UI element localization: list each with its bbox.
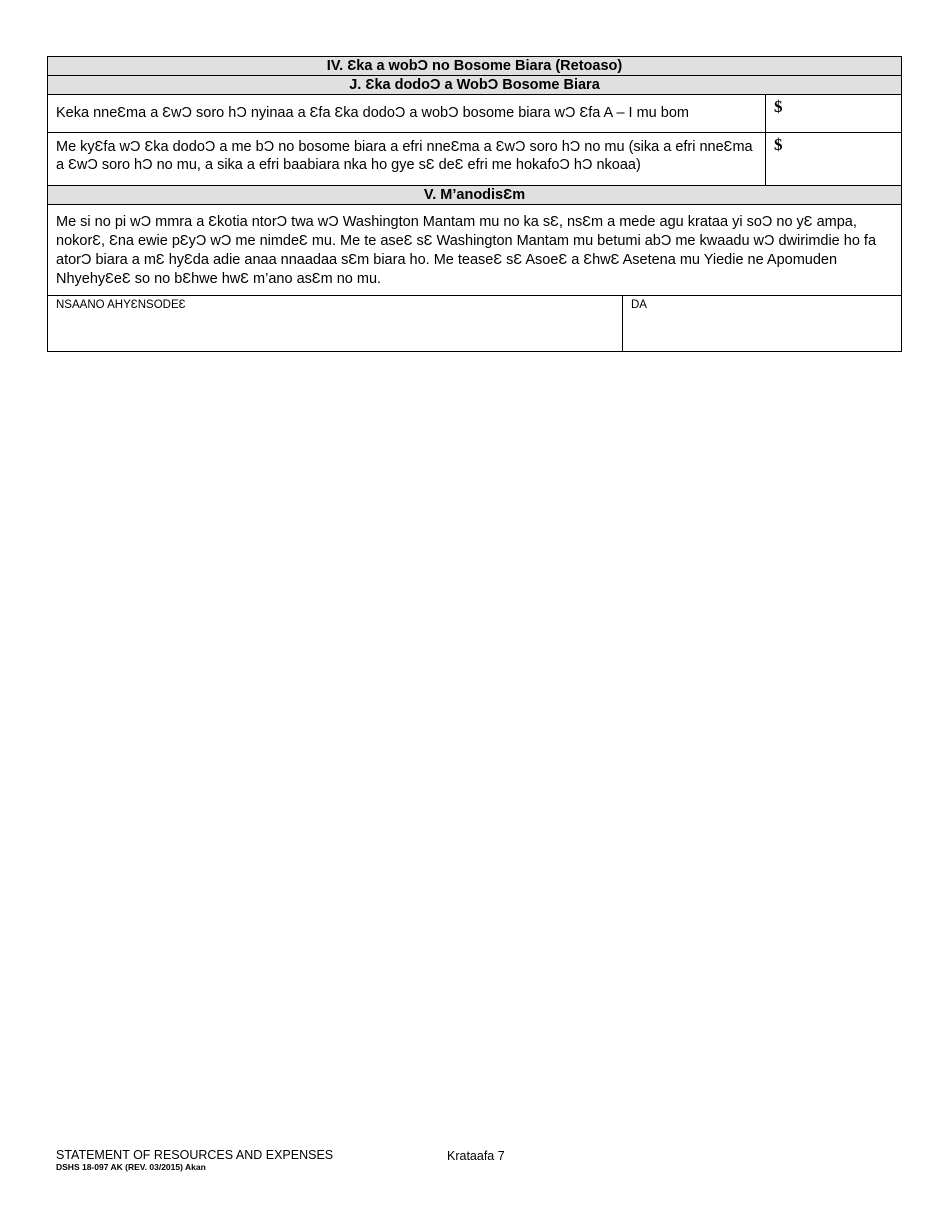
footer-form-info: [56, 1148, 333, 1173]
signature-field[interactable]: [48, 296, 623, 351]
total-expenses-amount-field[interactable]: $: [774, 97, 783, 116]
footer-form-code: DSHS 18-097 AK (REV. 03/2015) Akan: [56, 1162, 206, 1172]
date-label: DA: [631, 299, 647, 311]
signature-row: [48, 296, 901, 351]
page-number: Krataafa 7: [447, 1149, 505, 1163]
section-iv-title: IV. Ɛka a wobƆ no Bosome Biara (Retoaso): [48, 57, 901, 76]
section-v-title: V. M’anodisƐm: [48, 186, 901, 205]
expenses-form: [47, 56, 902, 352]
my-share-amount-field[interactable]: $: [774, 135, 783, 154]
my-share-row: [48, 133, 901, 186]
total-expenses-row: [48, 95, 901, 133]
date-field[interactable]: [623, 296, 901, 351]
total-expenses-label: Keka nneƐma a ƐwƆ soro hƆ nyinaa a Ɛfa Ɛka dodoƆ a wobƆ bosome biara wƆ Ɛfa A – I mu bom: [48, 95, 766, 132]
footer-form-title: STATEMENT OF RESOURCES AND EXPENSES: [56, 1148, 334, 1162]
my-share-label: Me kyƐfa wƆ Ɛka dodoƆ a me bƆ no bosome biara a efri nneƐma a ƐwƆ soro hƆ no mu (sika a efri nneƐma a ƐwƆ soro hƆ no mu, a sika a efri baabiara nka ho gye sƐ deƐ efri me hokafoƆ hƆ nkoaa): [48, 133, 766, 185]
section-j-subtitle: J. Ɛka dodoƆ a WobƆ Bosome Biara: [48, 76, 901, 95]
signature-label: NSAANO AHYƐNSODEƐ: [56, 299, 186, 311]
declaration-text: Me si no pi wƆ mmra a Ɛkotia ntorƆ twa wƆ Washington Mantam mu no ka sƐ, nsƐm a mede agu krataa yi soƆ no yƐ ampa, nokorƐ, Ɛna ewie pƐyƆ wƆ me nimdeƐ mu. Me te aseƐ sƐ Washington Mantam mu betumi abƆ me kwaadu wƆ dwirimdie ho fa atorƆ biara a mƐ hyƐda adie anaa nnaadaa sƐm biara ho. Me teaseƐ sƐ AsoeƐ a ƐhwƐ Asetena mu Yiedie ne Apomuden NhyehyƐeƐ so no bƐhwe hwƐ m’ano asƐm no mu.: [48, 205, 901, 296]
